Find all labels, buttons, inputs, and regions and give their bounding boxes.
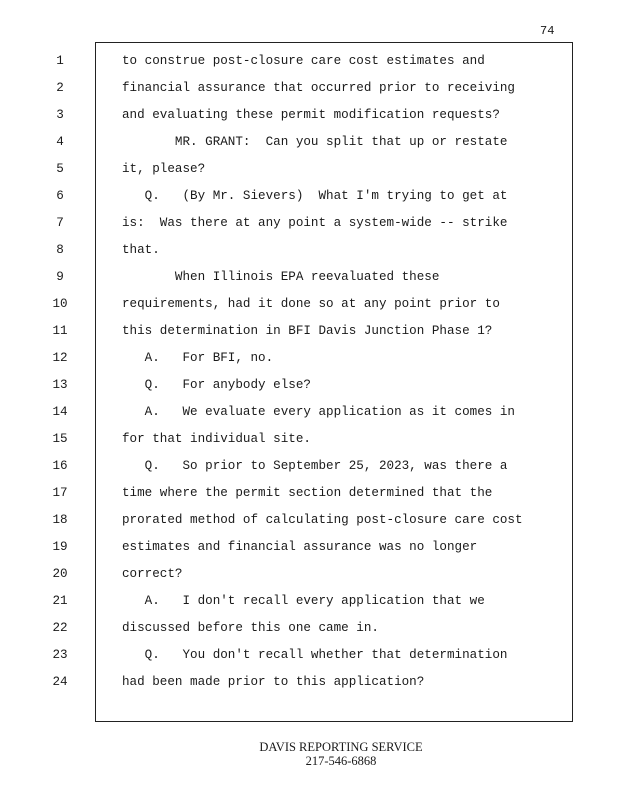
transcript-line <box>0 645 618 665</box>
transcript-line <box>0 375 618 395</box>
line-number: 6 <box>56 189 64 203</box>
transcript-line <box>0 267 618 287</box>
line-number: 9 <box>56 270 64 284</box>
transcript-line <box>0 456 618 476</box>
line-text: Q. You don't recall whether that determination <box>122 648 508 662</box>
line-text: had been made prior to this application? <box>122 675 425 689</box>
line-text: it, please? <box>122 162 206 176</box>
line-number: 18 <box>52 513 68 527</box>
line-number: 22 <box>52 621 68 635</box>
line-text: discussed before this one came in. <box>122 621 379 635</box>
transcript-line <box>0 429 618 449</box>
footer-reporter-name: DAVIS REPORTING SERVICE <box>259 740 423 754</box>
line-text: A. I don't recall every application that we <box>122 594 485 608</box>
line-text: requirements, had it done so at any point prior to <box>122 297 500 311</box>
line-number: 14 <box>52 405 68 419</box>
line-text: Q. So prior to September 25, 2023, was there a <box>122 459 508 473</box>
transcript-line <box>0 591 618 611</box>
line-number: 19 <box>52 540 68 554</box>
transcript-line <box>0 159 618 179</box>
line-text: financial assurance that occurred prior to receiving <box>122 81 515 95</box>
transcript-line <box>0 510 618 530</box>
line-number: 7 <box>56 216 64 230</box>
line-text: A. For BFI, no. <box>122 351 274 365</box>
transcript-line <box>0 348 618 368</box>
transcript-line <box>0 672 618 692</box>
line-number: 2 <box>56 81 64 95</box>
transcript-line <box>0 321 618 341</box>
line-number: 8 <box>56 243 64 257</box>
line-number: 4 <box>56 135 64 149</box>
line-text: is: Was there at any point a system-wide -- strike <box>122 216 508 230</box>
line-number: 13 <box>52 378 68 392</box>
line-number: 21 <box>52 594 68 608</box>
line-number: 20 <box>52 567 68 581</box>
line-number: 5 <box>56 162 64 176</box>
line-text: for that individual site. <box>122 432 311 446</box>
line-text: to construe post-closure care cost estimates and <box>122 54 485 68</box>
line-text: estimates and financial assurance was no longer <box>122 540 478 554</box>
line-text: MR. GRANT: Can you split that up or restate <box>122 135 508 149</box>
transcript-line <box>0 213 618 233</box>
line-text: Q. For anybody else? <box>122 378 311 392</box>
line-text: this determination in BFI Davis Junction Phase 1? <box>122 324 493 338</box>
line-number: 15 <box>52 432 68 446</box>
footer-reporter-phone: 217-546-6868 <box>305 754 377 768</box>
line-text: time where the permit section determined that the <box>122 486 493 500</box>
line-number: 11 <box>52 324 68 338</box>
line-text: correct? <box>122 567 183 581</box>
line-text: prorated method of calculating post-closure care cost <box>122 513 523 527</box>
line-number: 10 <box>52 297 68 311</box>
transcript-line <box>0 402 618 422</box>
transcript-line <box>0 78 618 98</box>
transcript-line <box>0 618 618 638</box>
line-text: A. We evaluate every application as it comes in <box>122 405 515 419</box>
transcript-line <box>0 132 618 152</box>
line-number: 1 <box>56 54 64 68</box>
transcript-line <box>0 105 618 125</box>
line-number: 12 <box>52 351 68 365</box>
transcript-line <box>0 294 618 314</box>
line-text: When Illinois EPA reevaluated these <box>122 270 440 284</box>
transcript-line <box>0 240 618 260</box>
line-text: Q. (By Mr. Sievers) What I'm trying to get at <box>122 189 508 203</box>
transcript-line <box>0 186 618 206</box>
line-number: 24 <box>52 675 68 689</box>
page-number: 74 <box>540 24 555 38</box>
transcript-line <box>0 564 618 584</box>
transcript-line <box>0 537 618 557</box>
line-number: 16 <box>52 459 68 473</box>
line-number: 3 <box>56 108 64 122</box>
line-text: and evaluating these permit modification requests? <box>122 108 500 122</box>
line-text: that. <box>122 243 160 257</box>
line-number: 23 <box>52 648 68 662</box>
line-number: 17 <box>52 486 68 500</box>
transcript-line <box>0 51 618 71</box>
transcript-line <box>0 483 618 503</box>
